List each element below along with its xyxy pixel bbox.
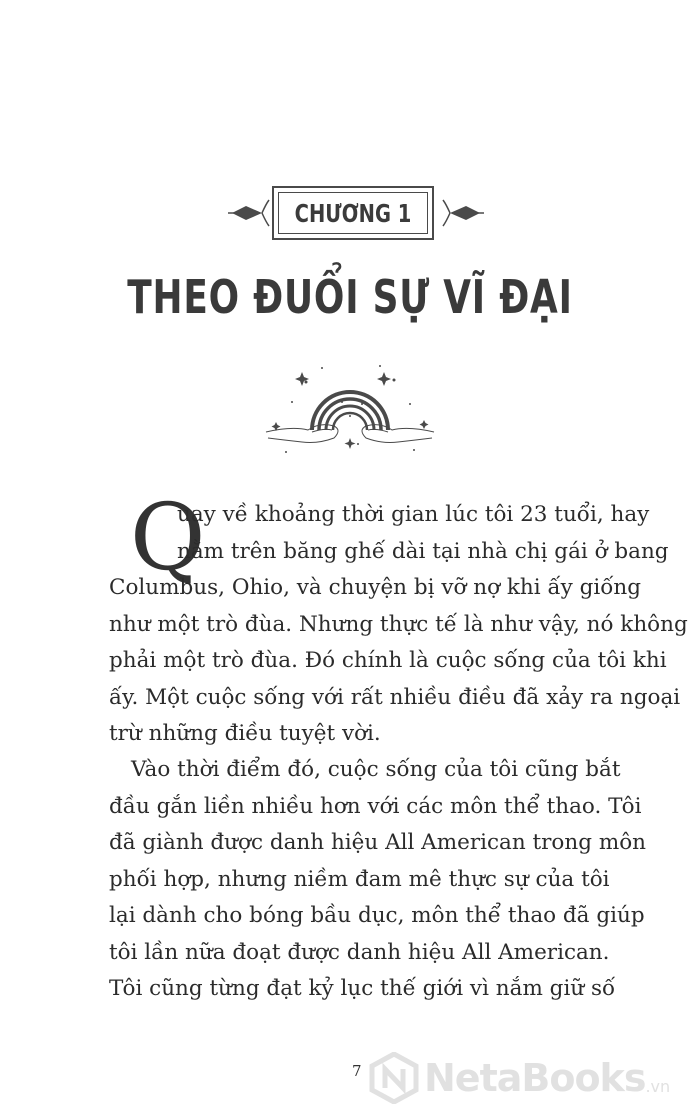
text-line: Columbus, Ohio, và chuyện bị vỡ nợ khi ấy giống	[109, 575, 642, 600]
text-line: phải một trò đùa. Đó chính là cuộc sống của tôi khi	[109, 648, 667, 673]
rainbow-hands-illustration	[262, 352, 438, 464]
text-line: đầu gắn liền nhiều hơn với các môn thể thao. Tôi	[109, 793, 642, 819]
paragraph-1-continued	[109, 570, 688, 753]
paragraph-2	[109, 752, 646, 1008]
chapter-label: CHƯƠNG 1	[294, 198, 412, 228]
text-line: uay về khoảng thời gian lúc tôi 23 tuổi, hay	[177, 502, 650, 527]
text-line: Tôi cũng từng đạt kỷ lục thế giới vì nắm giữ số	[109, 976, 616, 1001]
chapter-title: THEO ĐUỔI SỰ VĨ ĐẠI	[127, 270, 573, 324]
text-line: trừ những điều tuyệt vời.	[109, 721, 381, 746]
text-line: như một trò đùa. Nhưng thực tế là như vậy, nó không	[109, 611, 688, 637]
netabooks-watermark	[368, 1048, 688, 1108]
text-line: phối hợp, nhưng niềm đam mê thực sự của tôi	[109, 866, 610, 892]
netabooks-logo-icon	[368, 1052, 420, 1104]
text-line: lại dành cho bóng bầu dục, môn thể thao đã giúp	[109, 903, 645, 928]
text-line: ấy. Một cuộc sống với rất nhiều điều đã xảy ra ngoại	[109, 684, 681, 710]
text-line: Vào thời điểm đó, cuộc sống của tôi cũng bắt	[131, 757, 621, 782]
chapter-label-frame	[272, 186, 434, 240]
watermark-brand: NetaBooks	[424, 1056, 646, 1100]
text-line: tôi lần nữa đoạt được danh hiệu All American.	[109, 939, 610, 965]
left-ornament-icon	[228, 196, 270, 230]
paragraph-1	[130, 497, 669, 570]
watermark-suffix: .vn	[645, 1077, 671, 1096]
right-ornament-icon	[442, 196, 484, 230]
page-number: 7	[352, 1062, 362, 1080]
text-line: nằm trên băng ghế dài tại nhà chị gái ở bang	[177, 538, 669, 564]
text-line: đã giành được danh hiệu All American trong môn	[109, 830, 646, 855]
drop-cap-letter: Q	[130, 484, 206, 591]
